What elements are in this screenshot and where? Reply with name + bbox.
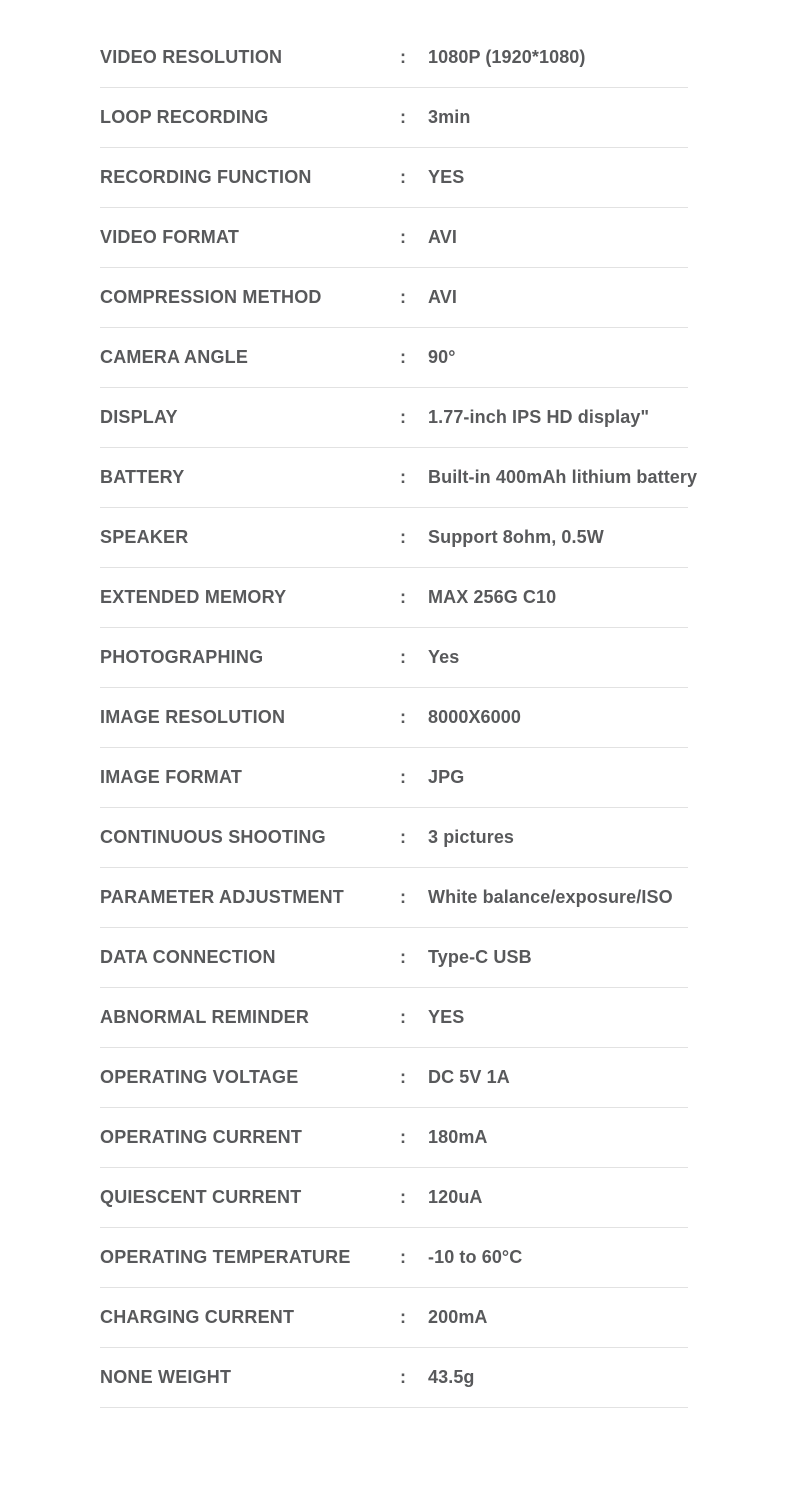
spec-value: 120uA	[428, 1187, 483, 1207]
spec-row	[100, 28, 688, 88]
spec-row	[100, 1228, 688, 1288]
spec-value: Support 8ohm, 0.5W	[428, 527, 604, 547]
spec-row	[100, 628, 688, 688]
spec-row	[100, 208, 688, 268]
spec-label: DISPLAY	[100, 407, 178, 427]
spec-separator: :	[400, 947, 406, 967]
spec-row	[100, 148, 688, 208]
spec-value: JPG	[428, 767, 465, 787]
spec-row	[100, 928, 688, 988]
spec-separator: :	[400, 107, 406, 127]
spec-row	[100, 1108, 688, 1168]
spec-value: DC 5V 1A	[428, 1067, 510, 1087]
spec-separator: :	[400, 887, 406, 907]
spec-value: 1080P (1920*1080)	[428, 47, 586, 67]
spec-value: -10 to 60°C	[428, 1247, 523, 1267]
spec-label: CONTINUOUS SHOOTING	[100, 827, 326, 847]
spec-value: YES	[428, 167, 465, 187]
spec-label: ABNORMAL REMINDER	[100, 1007, 310, 1027]
spec-row	[100, 868, 688, 928]
spec-label: IMAGE FORMAT	[100, 767, 243, 787]
spec-separator: :	[400, 1127, 406, 1147]
spec-separator: :	[400, 1367, 406, 1387]
spec-separator: :	[400, 407, 406, 427]
spec-value: White balance/exposure/ISO	[428, 887, 673, 907]
spec-value: 1.77-inch IPS HD display"	[428, 407, 650, 427]
spec-separator: :	[400, 467, 406, 487]
spec-label: OPERATING TEMPERATURE	[100, 1247, 351, 1267]
spec-separator: :	[400, 227, 406, 247]
spec-label: CAMERA ANGLE	[100, 347, 249, 367]
spec-row	[100, 448, 698, 508]
spec-value: AVI	[428, 227, 457, 247]
spec-separator: :	[400, 1247, 406, 1267]
spec-separator: :	[400, 287, 406, 307]
spec-label: CHARGING CURRENT	[100, 1307, 295, 1327]
spec-label: EXTENDED MEMORY	[100, 587, 287, 607]
spec-value: Type-C USB	[428, 947, 532, 967]
spec-label: NONE WEIGHT	[100, 1367, 232, 1387]
spec-separator: :	[400, 587, 406, 607]
spec-separator: :	[400, 647, 406, 667]
spec-row	[100, 988, 688, 1048]
spec-row	[100, 1348, 688, 1408]
spec-separator: :	[400, 767, 406, 787]
spec-label: RECORDING FUNCTION	[100, 167, 312, 187]
spec-label: LOOP RECORDING	[100, 107, 269, 127]
spec-row	[100, 508, 688, 568]
spec-value: MAX 256G C10	[428, 587, 557, 607]
spec-value: 90°	[428, 347, 456, 367]
spec-row	[100, 1288, 688, 1348]
spec-row	[100, 328, 688, 388]
spec-row	[100, 1048, 688, 1108]
spec-value: 180mA	[428, 1127, 488, 1147]
spec-label: PHOTOGRAPHING	[100, 647, 264, 667]
spec-separator: :	[400, 1307, 406, 1327]
spec-row	[100, 88, 688, 148]
spec-separator: :	[400, 167, 406, 187]
spec-row	[100, 808, 688, 868]
spec-row	[100, 388, 688, 448]
spec-label: COMPRESSION METHOD	[100, 287, 322, 307]
spec-row	[100, 748, 688, 808]
spec-label: IMAGE RESOLUTION	[100, 707, 286, 727]
spec-separator: :	[400, 347, 406, 367]
spec-value: 3min	[428, 107, 471, 127]
spec-separator: :	[400, 1007, 406, 1027]
spec-value: 200mA	[428, 1307, 488, 1327]
spec-label: PARAMETER ADJUSTMENT	[100, 887, 345, 907]
spec-label: BATTERY	[100, 467, 185, 487]
spec-value: 43.5g	[428, 1367, 475, 1387]
spec-value: 8000X6000	[428, 707, 521, 727]
spec-separator: :	[400, 527, 406, 547]
spec-separator: :	[400, 1187, 406, 1207]
spec-value: Yes	[428, 647, 460, 667]
spec-label: VIDEO RESOLUTION	[100, 47, 283, 67]
spec-separator: :	[400, 827, 406, 847]
spec-value: 3 pictures	[428, 827, 515, 847]
product-spec-table	[100, 28, 698, 1408]
spec-row	[100, 268, 688, 328]
spec-row	[100, 1168, 688, 1228]
spec-value: AVI	[428, 287, 457, 307]
spec-separator: :	[400, 707, 406, 727]
spec-row	[100, 688, 688, 748]
spec-value: YES	[428, 1007, 465, 1027]
spec-separator: :	[400, 1067, 406, 1087]
spec-label: QUIESCENT CURRENT	[100, 1187, 302, 1207]
spec-row	[100, 568, 688, 628]
spec-label: DATA CONNECTION	[100, 947, 276, 967]
spec-separator: :	[400, 47, 406, 67]
spec-label: SPEAKER	[100, 527, 189, 547]
spec-label: VIDEO FORMAT	[100, 227, 240, 247]
spec-label: OPERATING CURRENT	[100, 1127, 303, 1147]
spec-label: OPERATING VOLTAGE	[100, 1067, 299, 1087]
spec-value: Built-in 400mAh lithium battery	[428, 467, 698, 487]
